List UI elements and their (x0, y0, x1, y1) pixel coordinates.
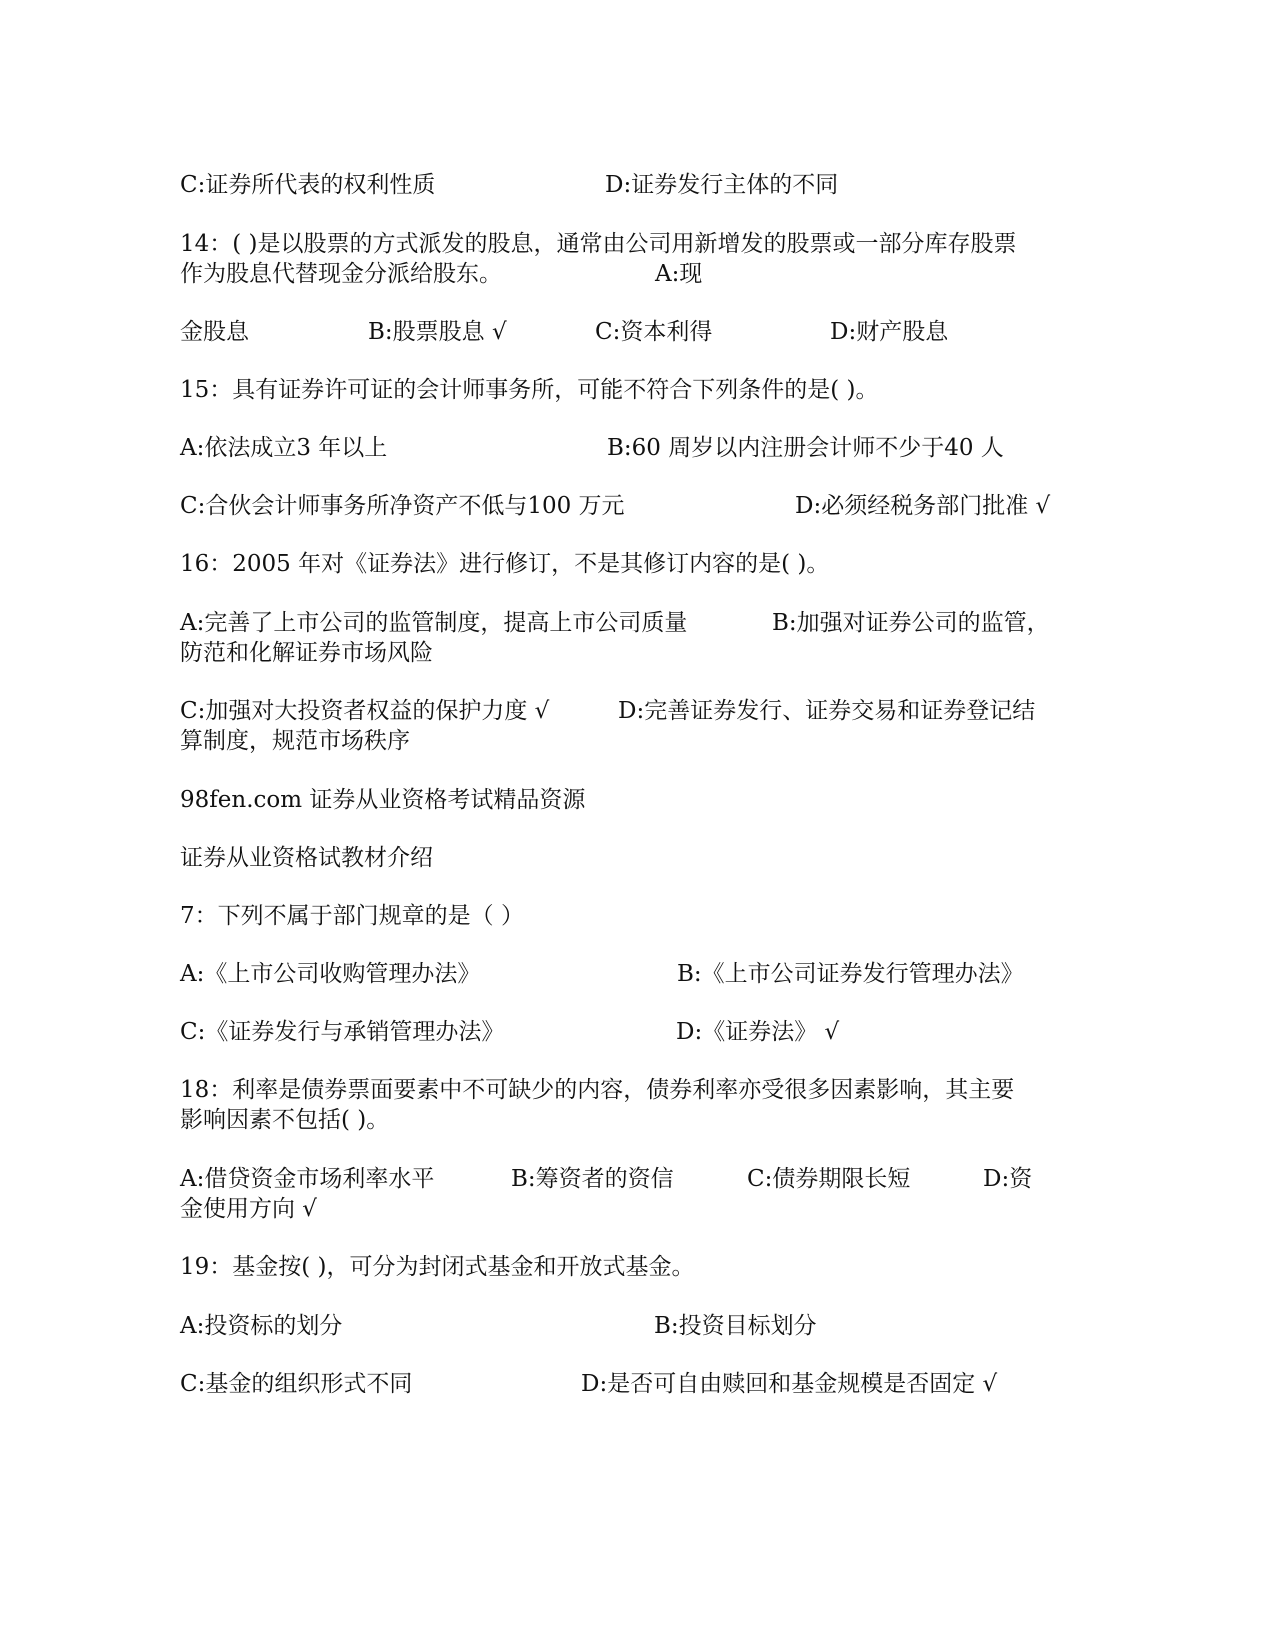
q18-option-d-end: 金使用方向 √ (180, 1196, 317, 1222)
q19-stem: 19：基金按( )，可分为封闭式基金和开放式基金。 (180, 1254, 695, 1280)
q14-option-b: B:股票股息 √ (368, 319, 507, 345)
q15-stem: 15：具有证券许可证的会计师事务所，可能不符合下列条件的是( )。 (180, 377, 879, 403)
q19-option-c: C:基金的组织形式不同 (180, 1371, 413, 1397)
q14-option-d: D:财产股息 (830, 319, 949, 345)
q19-option-a: A:投资标的划分 (180, 1313, 343, 1339)
section-heading: 证券从业资格试教材介绍 (180, 845, 433, 871)
q18-option-a: A:借贷资金市场利率水平 (180, 1166, 435, 1192)
q14-option-c: C:资本利得 (595, 319, 713, 345)
q13-option-c: C:证券所代表的权利性质 (180, 172, 436, 198)
q18-option-d-start: D:资 (983, 1166, 1033, 1192)
q13-option-d: D:证券发行主体的不同 (605, 172, 839, 198)
q18-option-b: B:筹资者的资信 (511, 1166, 674, 1192)
q18-stem-line1: 18：利率是债券票面要素中不可缺少的内容，债券利率亦受很多因素影响，其主要 (180, 1077, 1015, 1103)
q16-option-a: A:完善了上市公司的监管制度，提高上市公司质量 (180, 610, 688, 636)
q15-option-d: D:必须经税务部门批准 √ (795, 493, 1051, 519)
q16-option-d-start: D:完善证券发行、证券交易和证券登记结 (618, 698, 1036, 724)
q16-stem: 16：2005 年对《证券法》进行修订，不是其修订内容的是( )。 (180, 551, 830, 577)
q16-option-b-start: B:加强对证券公司的监管， (772, 610, 1050, 636)
q18-option-c: C:债券期限长短 (747, 1166, 911, 1192)
q18-stem-line2: 影响因素不包括( )。 (180, 1107, 390, 1133)
q19-option-d: D:是否可自由赎回和基金规模是否固定 √ (581, 1371, 998, 1397)
q19-option-b: B:投资目标划分 (654, 1313, 817, 1339)
source-line: 98fen.com 证券从业资格考试精品资源 (180, 787, 586, 813)
q14-stem-line2: 作为股息代替现金分派给股东。 (180, 261, 502, 287)
q7-option-b: B:《上市公司证券发行管理办法》 (677, 961, 1024, 987)
q7-stem: 7：下列不属于部门规章的是（ ） (180, 903, 524, 929)
q15-option-c: C:合伙会计师事务所净资产不低与100 万元 (180, 493, 625, 519)
q16-option-b-end: 防范和化解证券市场风险 (180, 640, 433, 666)
q7-option-a: A:《上市公司收购管理办法》 (180, 961, 481, 987)
q14-option-a-start: A:现 (655, 261, 703, 287)
q15-option-a: A:依法成立3 年以上 (180, 435, 388, 461)
q14-option-a-end: 金股息 (180, 319, 249, 345)
q16-option-d-end: 算制度，规范市场秩序 (180, 728, 410, 754)
q16-option-c: C:加强对大投资者权益的保护力度 √ (180, 698, 550, 724)
q7-option-d: D:《证券法》 √ (676, 1019, 840, 1045)
q15-option-b: B:60 周岁以内注册会计师不少于40 人 (607, 435, 1004, 461)
q14-stem-line1: 14：( )是以股票的方式派发的股息，通常由公司用新增发的股票或一部分库存股票 (180, 231, 1017, 257)
q7-option-c: C:《证券发行与承销管理办法》 (180, 1019, 505, 1045)
